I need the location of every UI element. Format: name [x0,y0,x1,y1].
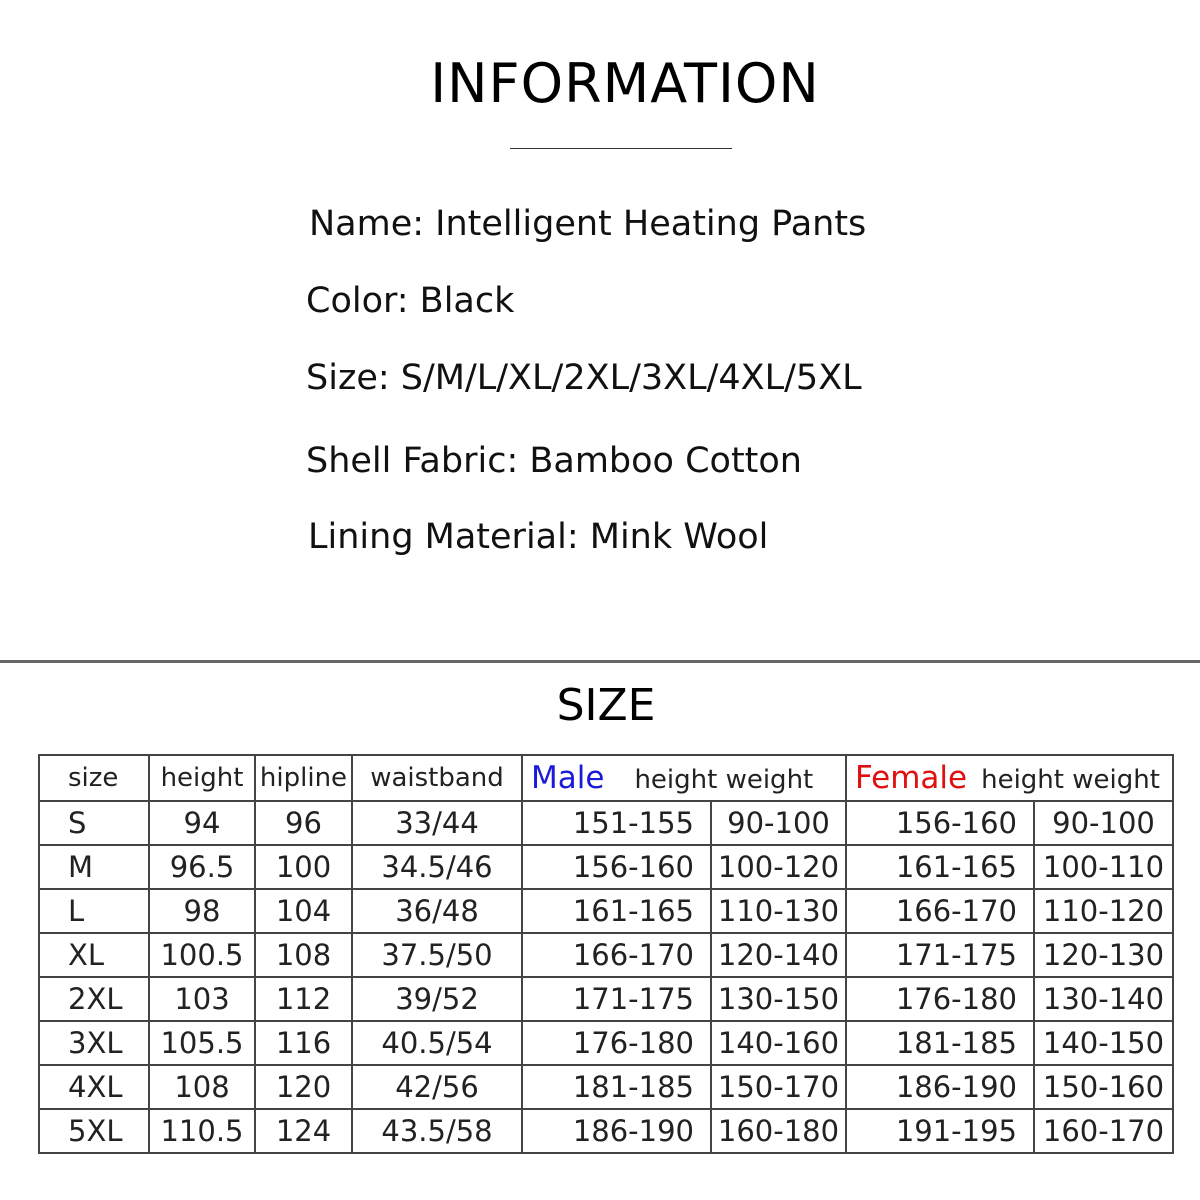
cell-female-height: 156-160 [846,801,1034,845]
cell-male-height: 161-165 [522,889,711,933]
cell-size: 4XL [39,1065,149,1109]
header-height: height [149,755,255,801]
cell-hipline: 116 [255,1021,352,1065]
cell-male-weight: 140-160 [711,1021,846,1065]
cell-female-weight: 110-120 [1034,889,1173,933]
table-header-row [39,755,1173,801]
cell-female-weight: 150-160 [1034,1065,1173,1109]
female-label: Female [855,760,968,796]
cell-male-weight: 160-180 [711,1109,846,1153]
info-size: Size: S/M/L/XL/2XL/3XL/4XL/5XL [306,358,862,398]
cell-waistband: 40.5/54 [352,1021,522,1065]
cell-hipline: 112 [255,977,352,1021]
page-title: INFORMATION [430,52,820,115]
cell-female-weight: 130-140 [1034,977,1173,1021]
cell-male-weight: 150-170 [711,1065,846,1109]
cell-waistband: 39/52 [352,977,522,1021]
info-lining-material: Lining Material: Mink Wool [308,517,769,557]
cell-male-weight: 120-140 [711,933,846,977]
cell-male-height: 151-155 [522,801,711,845]
cell-male-height: 176-180 [522,1021,711,1065]
title-divider [510,148,732,149]
cell-hipline: 108 [255,933,352,977]
male-label: Male [531,760,605,796]
header-waistband: waistband [352,755,522,801]
info-name: Name: Intelligent Heating Pants [309,204,867,244]
male-subheader: height weight [634,765,814,795]
info-color: Color: Black [306,281,515,321]
header-female-group [846,755,1173,801]
cell-size: 3XL [39,1021,149,1065]
cell-male-height: 181-185 [522,1065,711,1109]
cell-hipline: 96 [255,801,352,845]
table-row [39,933,1173,977]
table-row [39,889,1173,933]
cell-female-weight: 90-100 [1034,801,1173,845]
cell-height: 108 [149,1065,255,1109]
table-row [39,977,1173,1021]
cell-height: 94 [149,801,255,845]
cell-hipline: 124 [255,1109,352,1153]
cell-hipline: 100 [255,845,352,889]
cell-female-weight: 120-130 [1034,933,1173,977]
cell-hipline: 104 [255,889,352,933]
cell-waistband: 34.5/46 [352,845,522,889]
size-section-title: SIZE [556,680,656,731]
cell-height: 105.5 [149,1021,255,1065]
cell-waistband: 37.5/50 [352,933,522,977]
table-row [39,845,1173,889]
cell-male-weight: 110-130 [711,889,846,933]
table-row [39,1021,1173,1065]
cell-female-height: 161-165 [846,845,1034,889]
cell-female-height: 171-175 [846,933,1034,977]
cell-female-weight: 100-110 [1034,845,1173,889]
cell-size: 5XL [39,1109,149,1153]
cell-size: 2XL [39,977,149,1021]
cell-size: L [39,889,149,933]
cell-male-weight: 130-150 [711,977,846,1021]
cell-height: 110.5 [149,1109,255,1153]
cell-male-height: 166-170 [522,933,711,977]
info-shell-fabric: Shell Fabric: Bamboo Cotton [306,441,802,481]
size-table [38,754,1174,1154]
cell-male-height: 156-160 [522,845,711,889]
cell-female-height: 191-195 [846,1109,1034,1153]
cell-height: 98 [149,889,255,933]
cell-size: S [39,801,149,845]
cell-male-weight: 100-120 [711,845,846,889]
table-row [39,1109,1173,1153]
cell-waistband: 43.5/58 [352,1109,522,1153]
table-row [39,1065,1173,1109]
cell-female-height: 186-190 [846,1065,1034,1109]
female-subheader: height weight [981,765,1160,795]
cell-female-height: 181-185 [846,1021,1034,1065]
header-size: size [39,755,149,801]
cell-waistband: 33/44 [352,801,522,845]
cell-male-height: 171-175 [522,977,711,1021]
cell-female-height: 166-170 [846,889,1034,933]
cell-hipline: 120 [255,1065,352,1109]
header-hipline: hipline [255,755,352,801]
cell-waistband: 36/48 [352,889,522,933]
cell-female-weight: 160-170 [1034,1109,1173,1153]
cell-height: 96.5 [149,845,255,889]
cell-male-weight: 90-100 [711,801,846,845]
cell-height: 100.5 [149,933,255,977]
table-row [39,801,1173,845]
cell-size: XL [39,933,149,977]
header-male-group [522,755,846,801]
cell-size: M [39,845,149,889]
cell-male-height: 186-190 [522,1109,711,1153]
section-divider [0,660,1200,663]
cell-height: 103 [149,977,255,1021]
cell-female-height: 176-180 [846,977,1034,1021]
cell-female-weight: 140-150 [1034,1021,1173,1065]
cell-waistband: 42/56 [352,1065,522,1109]
